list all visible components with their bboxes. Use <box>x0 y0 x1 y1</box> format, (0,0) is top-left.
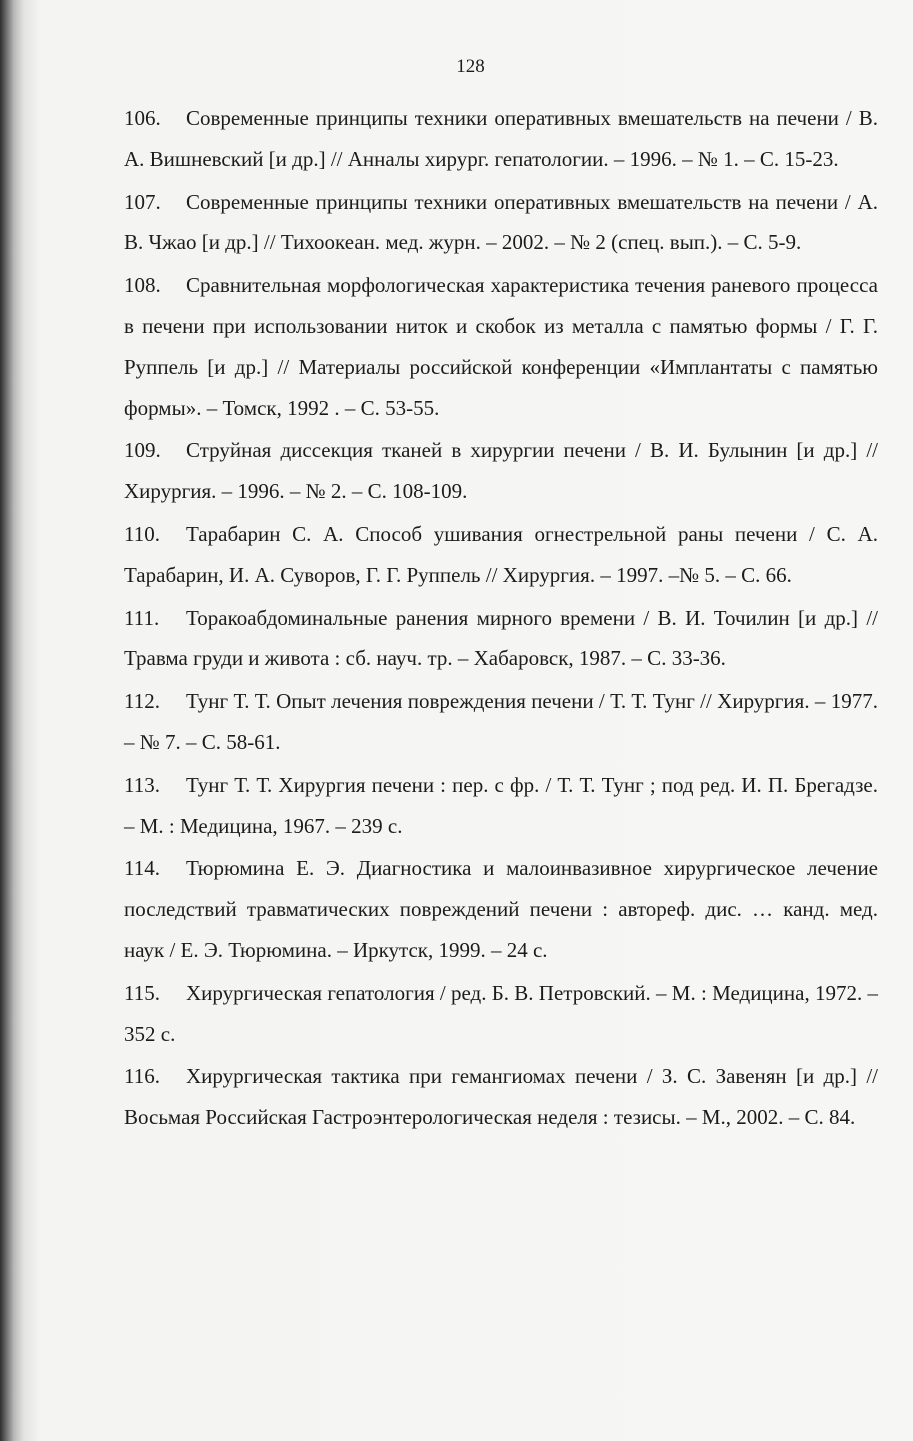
reference-text: Современные принципы техники оперативных вмешательств на печени / В. А. Вишневский [и др.] // Анналы хирург. гепатологии. – 1996. – № 1. – С. 15-23. <box>124 106 878 171</box>
reference-number: 107. <box>124 189 161 214</box>
reference-item <box>124 98 878 180</box>
page-number: 128 <box>456 56 485 77</box>
reference-text: Хирургическая гепатология / ред. Б. В. Петровский. – М. : Медицина, 1972. – 352 с. <box>124 980 878 1046</box>
reference-item <box>124 765 878 847</box>
reference-text: Тарабарин С. А. Способ ушивания огнестрельной раны печени / С. А. Тарабарин, И. А. Суворов, Г. Г. Руппель // Хирургия. – 1997. –№ 5. – С. 66. <box>124 521 878 587</box>
reference-text: Тунг Т. Т. Опыт лечения повреждения печени / Т. Т. Тунг // Хирургия. – 1977. – № 7. – С. 58-61. <box>124 689 878 754</box>
reference-item <box>124 265 878 428</box>
reference-text: Тюрюмина Е. Э. Диагностика и малоинвазивное хирургическое лечение последствий травматических повреждений печени : автореф. дис. … канд. мед. наук / Е. Э. Тюрюмина. – Иркутск, 1999. – 24 с. <box>124 856 878 962</box>
reference-number: 114. <box>124 856 160 881</box>
reference-item <box>124 848 878 970</box>
reference-text: Торакоабдоминальные ранения мирного времени / В. И. Точилин [и др.] // Травма груди и живота : сб. науч. тр. – Хабаровск, 1987. – С. 33-36. <box>124 605 878 671</box>
reference-item <box>124 430 878 512</box>
reference-item <box>124 1056 878 1138</box>
reference-text: Современные принципы техники оперативных вмешательств на печени / А. В. Чжао [и др.] // Тихоокеан. мед. журн. – 2002. – № 2 (спец. вып.). – С. 5-9. <box>124 189 878 255</box>
reference-item <box>124 514 878 596</box>
reference-item <box>124 182 878 264</box>
reference-number: 109. <box>124 438 161 463</box>
reference-text: Хирургическая тактика при гемангиомах печени / З. С. Завенян [и др.] // Восьмая Российская Гастроэнтерологическая неделя : тезисы. – М., 2002. – С. 84. <box>124 1064 878 1130</box>
reference-number: 115. <box>124 980 160 1005</box>
reference-number: 106. <box>124 106 161 130</box>
reference-text: Тунг Т. Т. Хирургия печени : пер. с фр. / Т. Т. Тунг ; под ред. И. П. Брегадзе. – М. : Медицина, 1967. – 239 с. <box>124 772 878 838</box>
reference-item <box>124 598 878 680</box>
reference-number: 116. <box>124 1064 160 1089</box>
reference-item <box>124 973 878 1055</box>
reference-number: 108. <box>124 273 161 298</box>
reference-number: 110. <box>124 521 160 546</box>
reference-number: 112. <box>124 689 160 714</box>
reference-item <box>124 681 878 763</box>
reference-number: 111. <box>124 605 160 630</box>
reference-text: Сравнительная морфологическая характеристика течения раневого процесса в печени при использовании ниток и скобок из металла с памятью формы / Г. Г. Руппель [и др.] // Материалы российской конференции «Имплантаты с памятью формы». – Томск, 1992 . – С. 53-55. <box>124 273 878 420</box>
reference-number: 113. <box>124 772 160 797</box>
reference-text: Струйная диссекция тканей в хирургии печени / В. И. Булынин [и др.] // Хирургия. – 1996. – № 2. – С. 108-109. <box>124 438 878 504</box>
reference-list <box>124 98 878 1140</box>
